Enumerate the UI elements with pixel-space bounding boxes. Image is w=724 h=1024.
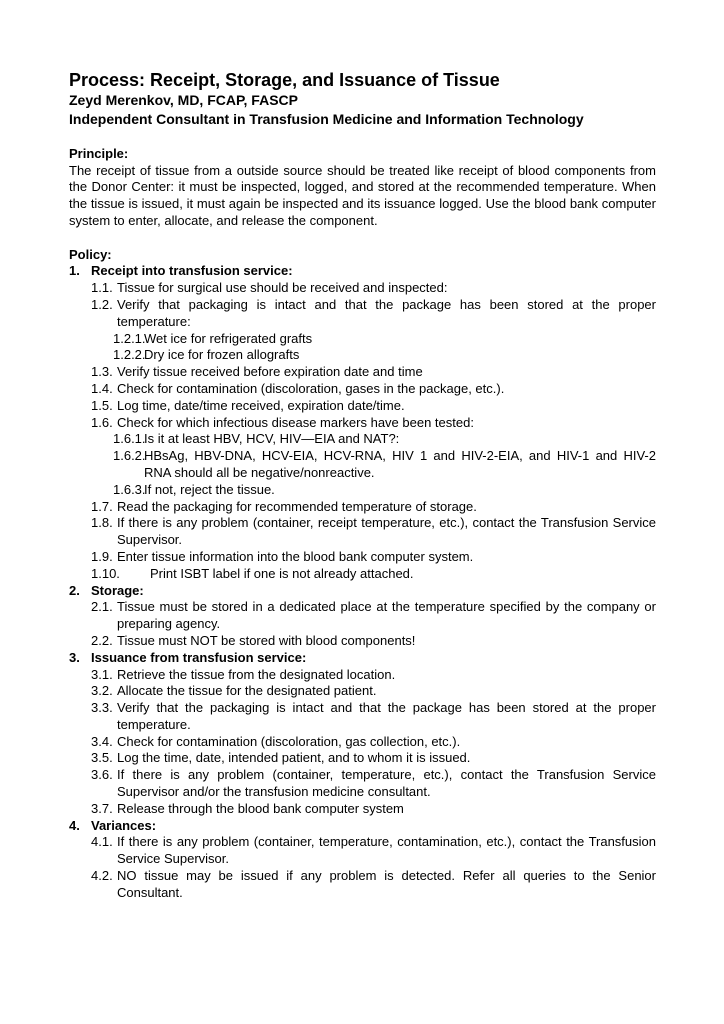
author-line: Zeyd Merenkov, MD, FCAP, FASCP [69,92,298,108]
list-item: 2.1. Tissue must be stored in a dedicated place at the temperature specified by the company or preparing agency. [91,599,656,632]
list-item: 1.2. Verify that packaging is intact and that the package has been stored at the proper temperature: [91,296,656,329]
list-item: 1.4. Check for contamination (discoloration, gases in the package, etc.). [91,380,505,396]
list-item: 1.9. Enter tissue information into the blood bank computer system. [91,548,474,564]
list-item: 3.6. If there is any problem (container, temperature, etc.), contact the Transfusion Service Supervisor and/or the transfusion medicine consultant. [91,767,656,800]
list-item: 3.4. Check for contamination (discoloration, gas collection, etc.). [91,733,461,749]
section-heading: 3. Issuance from transfusion service: [69,649,307,665]
affiliation-line: Independent Consultant in Transfusion Medicine and Information Technology [69,111,584,127]
list-item: 1.5. Log time, date/time received, expiration date/time. [91,397,405,413]
section-heading: 2. Storage: [69,582,144,598]
principle-heading: Principle: [69,145,129,161]
sub-list-item: 1.6.2. HBsAg, HBV-DNA, HCV-EIA, HCV-RNA, HIV 1 and HIV-2-EIA, and HIV-1 and HIV-2 RNA should all be negative/nonreactive. [113,448,656,480]
sub-list-item: 1.6.3. If not, reject the tissue. [113,481,275,497]
sub-list-item: 1.2.2. Dry ice for frozen allografts [113,347,300,363]
document-title: Process: Receipt, Storage, and Issuance of Tissue [69,70,500,90]
section-heading: 4. Variances: [69,817,157,833]
list-item: 2.2. Tissue must NOT be stored with blood components! [91,632,416,648]
list-item: 3.7. Release through the blood bank computer system [91,800,404,816]
list-item: 1.7. Read the packaging for recommended temperature of storage. [91,498,477,514]
list-item: 4.1. If there is any problem (container, temperature, contamination, etc.), contact the Transfusion Service Supervisor. [91,834,656,867]
list-item: 3.2. Allocate the tissue for the designated patient. [91,683,377,699]
document-page [69,70,656,902]
sub-list-item: 1.2.1. Wet ice for refrigerated grafts [113,330,313,346]
list-item: 3.3. Verify that the packaging is intact and that the package has been stored at the proper temperature. [91,700,656,732]
policy-heading: Policy: [69,246,112,262]
sub-list-item: 1.6.1. Is it at least HBV, HCV, HIV—EIA and NAT?: [113,431,400,447]
list-item: 1.6. Check for which infectious disease markers have been tested: [91,414,474,430]
section-heading: 1. Receipt into transfusion service: [69,263,293,279]
list-item: 1.10. Print ISBT label if one is not already attached. [91,565,414,581]
list-item: 1.8. If there is any problem (container, receipt temperature, etc.), contact the Transfusion Service Supervisor. [91,515,656,548]
list-item: 1.3. Verify tissue received before expiration date and time [91,364,423,380]
list-item: 3.1. Retrieve the tissue from the designated location. [91,666,396,682]
list-item: 3.5. Log the time, date, intended patient, and to whom it is issued. [91,750,471,766]
list-item: 1.1. Tissue for surgical use should be received and inspected: [91,280,448,296]
list-item: 4.2. NO tissue may be issued if any problem is detected. Refer all queries to the Senior Consultant. [91,868,656,900]
principle-text: The receipt of tissue from a outside source should be treated like receipt of blood components from the Donor Center: it must be inspected, logged, and stored at the recommended temperature. When the tissue is issued, it must again be inspected and its issuance logged. Use the blood bank computer system to enter, allocate, and release the component. [69,162,656,228]
